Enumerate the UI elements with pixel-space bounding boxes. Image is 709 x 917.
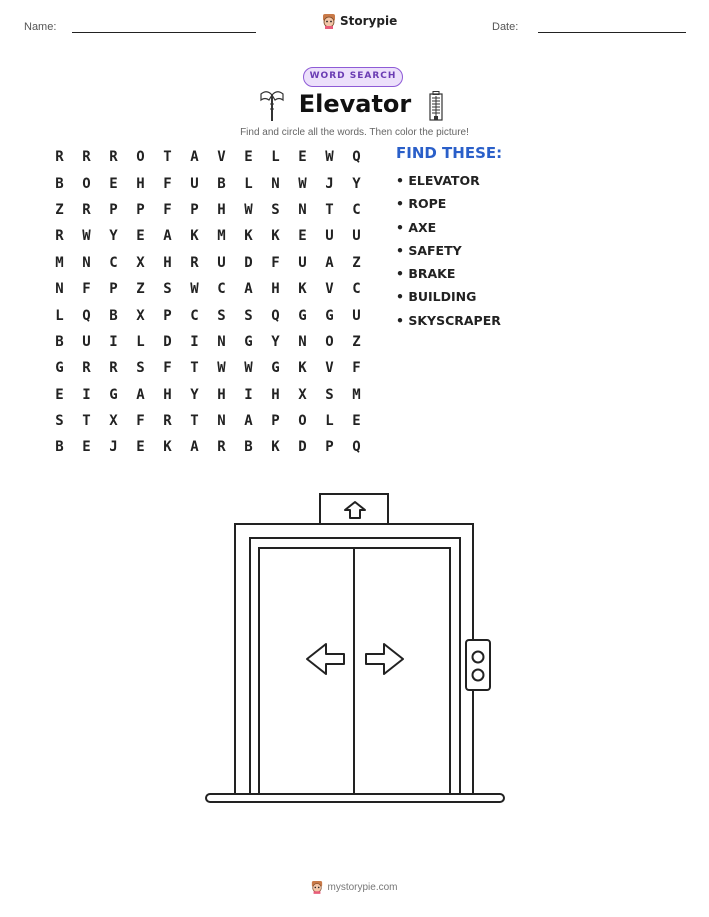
grid-letter[interactable]: X <box>109 413 118 430</box>
grid-letter[interactable]: O <box>136 149 145 166</box>
grid-letter[interactable]: R <box>55 228 64 245</box>
grid-letter[interactable]: G <box>325 307 334 324</box>
grid-letter[interactable]: P <box>136 201 145 218</box>
grid-letter[interactable]: U <box>217 254 226 271</box>
grid-letter[interactable]: E <box>244 149 253 166</box>
grid-letter[interactable]: Z <box>352 333 361 350</box>
grid-letter[interactable]: L <box>325 413 334 430</box>
grid-letter[interactable]: N <box>271 175 280 192</box>
grid-letter[interactable]: A <box>136 386 145 403</box>
grid-letter[interactable]: A <box>163 228 172 245</box>
word-list <box>396 172 501 335</box>
grid-letter[interactable]: F <box>82 281 91 298</box>
grid-letter[interactable]: R <box>82 201 91 218</box>
call-button-down <box>473 670 484 681</box>
grid-letter[interactable]: C <box>352 201 361 218</box>
grid-letter[interactable]: R <box>163 413 172 430</box>
grid-letter[interactable]: O <box>298 413 307 430</box>
grid-letter[interactable]: B <box>55 333 64 350</box>
grid-letter[interactable]: R <box>109 149 118 166</box>
grid-letter[interactable]: E <box>55 386 64 403</box>
floor-sill <box>206 794 504 802</box>
grid-letter[interactable]: N <box>217 413 226 430</box>
grid-letter[interactable]: Z <box>136 281 145 298</box>
grid-letter[interactable]: Q <box>271 307 280 324</box>
grid-letter[interactable]: H <box>217 386 226 403</box>
grid-letter[interactable]: G <box>109 386 118 403</box>
grid-letter[interactable]: B <box>109 307 118 324</box>
grid-letter[interactable]: H <box>271 386 280 403</box>
grid-letter[interactable]: Y <box>352 175 361 192</box>
grid-letter[interactable]: G <box>55 360 64 377</box>
date-line[interactable] <box>538 32 686 33</box>
storypie-mascot-icon <box>311 880 323 894</box>
grid-letter[interactable]: Y <box>190 386 199 403</box>
word-item: • BUILDING <box>396 289 477 305</box>
footer-url[interactable]: mystorypie.com <box>327 881 398 893</box>
left-door <box>259 548 354 796</box>
grid-letter[interactable]: A <box>190 149 199 166</box>
grid-letter[interactable]: R <box>82 149 91 166</box>
grid-letter[interactable]: S <box>55 413 64 430</box>
grid-letter[interactable]: U <box>298 254 307 271</box>
grid-letter[interactable]: F <box>352 360 361 377</box>
grid-letter[interactable]: C <box>190 307 199 324</box>
grid-letter[interactable]: L <box>271 149 280 166</box>
grid-letter[interactable]: F <box>163 360 172 377</box>
grid-letter[interactable]: P <box>190 201 199 218</box>
instructions: Find and circle all the words. Then color the picture! <box>240 127 469 138</box>
grid-letter[interactable]: K <box>190 228 199 245</box>
grid-letter[interactable]: R <box>217 439 226 456</box>
letter-grid <box>46 144 370 461</box>
grid-letter[interactable]: F <box>163 201 172 218</box>
grid-letter[interactable]: A <box>244 413 253 430</box>
grid-letter[interactable]: X <box>136 307 145 324</box>
grid-letter[interactable]: K <box>298 281 307 298</box>
grid-letter[interactable]: C <box>109 254 118 271</box>
grid-letter[interactable]: B <box>55 439 64 456</box>
grid-letter[interactable]: E <box>109 175 118 192</box>
grid-letter[interactable]: H <box>136 175 145 192</box>
grid-letter[interactable]: E <box>136 439 145 456</box>
word-item: • ELEVATOR <box>396 173 480 188</box>
grid-letter[interactable]: A <box>244 281 253 298</box>
grid-letter[interactable]: I <box>244 386 253 403</box>
grid-letter[interactable]: T <box>325 201 334 218</box>
grid-letter[interactable]: P <box>271 413 280 430</box>
grid-letter[interactable]: S <box>136 360 145 377</box>
grid-letter[interactable]: S <box>325 386 334 403</box>
grid-letter[interactable]: E <box>136 228 145 245</box>
date-label: Date: <box>492 21 519 33</box>
grid-letter[interactable]: H <box>163 386 172 403</box>
grid-letter[interactable]: N <box>298 201 307 218</box>
grid-letter[interactable]: P <box>109 201 118 218</box>
grid-letter[interactable]: Z <box>352 254 361 271</box>
grid-letter[interactable]: M <box>55 254 64 271</box>
grid-letter[interactable]: R <box>55 149 64 166</box>
grid-letter[interactable]: N <box>55 281 64 298</box>
grid-letter[interactable]: B <box>217 175 226 192</box>
brand-logo <box>322 13 397 29</box>
grid-letter[interactable]: W <box>190 281 199 298</box>
grid-letter[interactable]: T <box>190 413 199 430</box>
word-item: • SKYSCRAPER <box>396 312 501 328</box>
call-button-panel <box>466 640 490 690</box>
grid-letter[interactable]: U <box>190 175 199 192</box>
grid-letter[interactable]: D <box>163 333 172 350</box>
grid-letter[interactable]: E <box>82 439 91 456</box>
grid-letter[interactable]: K <box>271 228 280 245</box>
word-item: • AXE <box>396 219 437 235</box>
grid-letter[interactable]: W <box>244 201 253 218</box>
grid-letter[interactable]: W <box>82 228 91 245</box>
grid-letter[interactable]: D <box>244 254 253 271</box>
grid-letter[interactable]: X <box>136 254 145 271</box>
grid-letter[interactable]: N <box>217 333 226 350</box>
grid-letter[interactable]: B <box>55 175 64 192</box>
call-button-up <box>473 652 484 663</box>
name-label: Name: <box>24 21 57 33</box>
grid-letter[interactable]: U <box>82 333 91 350</box>
grid-letter[interactable]: W <box>325 149 334 166</box>
find-these-heading: FIND THESE: <box>396 144 503 162</box>
grid-letter[interactable]: A <box>190 439 199 456</box>
grid-letter[interactable]: T <box>82 413 91 430</box>
grid-letter[interactable]: R <box>109 360 118 377</box>
page-title: Elevator <box>298 90 412 118</box>
grid-letter[interactable]: Y <box>271 333 280 350</box>
grid-letter[interactable]: K <box>271 439 280 456</box>
grid-letter[interactable]: B <box>244 439 253 456</box>
grid-letter[interactable]: Q <box>352 439 361 456</box>
grid-letter[interactable]: I <box>82 386 91 403</box>
grid-letter[interactable]: P <box>163 307 172 324</box>
brand-name: Storypie <box>340 14 398 28</box>
grid-letter[interactable]: H <box>163 254 172 271</box>
grid-letter[interactable]: U <box>325 228 334 245</box>
name-line[interactable] <box>72 32 256 33</box>
word-item: • BRAKE <box>396 266 456 282</box>
grid-letter[interactable]: J <box>325 175 334 192</box>
grid-letter[interactable]: L <box>55 307 64 324</box>
grid-letter[interactable]: W <box>217 360 226 377</box>
grid-letter[interactable]: G <box>271 360 280 377</box>
grid-letter[interactable]: D <box>298 439 307 456</box>
grid-letter[interactable]: U <box>352 307 361 324</box>
grid-letter[interactable]: U <box>352 228 361 245</box>
word-item: • ROPE <box>396 196 447 212</box>
grid-letter[interactable]: T <box>163 149 172 166</box>
grid-letter[interactable]: S <box>163 281 172 298</box>
grid-letter[interactable]: V <box>217 149 226 166</box>
grid-letter[interactable]: W <box>298 175 307 192</box>
grid-letter[interactable]: I <box>109 333 118 350</box>
grid-letter[interactable]: O <box>325 333 334 350</box>
grid-letter[interactable]: C <box>217 281 226 298</box>
elevator-illustration <box>200 490 510 810</box>
grid-letter[interactable]: Y <box>109 228 118 245</box>
grid-letter[interactable]: W <box>244 360 253 377</box>
grid-letter[interactable]: X <box>298 386 307 403</box>
grid-letter[interactable]: K <box>298 360 307 377</box>
grid-letter[interactable]: G <box>244 333 253 350</box>
grid-letter[interactable]: E <box>298 228 307 245</box>
grid-letter[interactable]: P <box>325 439 334 456</box>
grid-letter[interactable]: V <box>325 360 334 377</box>
grid-letter[interactable]: K <box>163 439 172 456</box>
right-door <box>354 548 450 796</box>
grid-letter[interactable]: P <box>109 281 118 298</box>
grid-letter[interactable]: H <box>271 281 280 298</box>
grid-letter[interactable]: Z <box>55 201 64 218</box>
grid-letter[interactable]: E <box>352 413 361 430</box>
grid-letter[interactable]: Q <box>352 149 361 166</box>
grid-letter[interactable]: M <box>217 228 226 245</box>
grid-letter[interactable]: O <box>82 175 91 192</box>
grid-letter[interactable]: H <box>217 201 226 218</box>
grid-letter[interactable]: S <box>244 307 253 324</box>
grid-letter[interactable]: K <box>244 228 253 245</box>
grid-letter[interactable]: G <box>298 307 307 324</box>
grid-letter[interactable]: J <box>109 439 118 456</box>
grid-letter[interactable]: F <box>163 175 172 192</box>
storypie-mascot-icon <box>322 13 336 29</box>
grid-letter[interactable]: A <box>325 254 334 271</box>
footer <box>0 880 709 894</box>
grid-letter[interactable]: F <box>271 254 280 271</box>
grid-letter[interactable]: I <box>190 333 199 350</box>
grid-letter[interactable]: S <box>271 201 280 218</box>
grid-letter[interactable]: T <box>190 360 199 377</box>
grid-letter[interactable]: L <box>244 175 253 192</box>
grid-letter[interactable]: V <box>325 281 334 298</box>
grid-letter[interactable]: N <box>82 254 91 271</box>
grid-letter[interactable]: C <box>352 281 361 298</box>
word-item: • SAFETY <box>396 242 462 258</box>
skyscraper-icon <box>427 91 445 121</box>
word-search-badge: WORD SEARCH <box>303 67 403 87</box>
grid-letter[interactable]: M <box>352 386 361 403</box>
grid-letter[interactable]: Q <box>82 307 91 324</box>
grid-letter[interactable]: F <box>136 413 145 430</box>
grid-letter[interactable]: S <box>217 307 226 324</box>
grid-letter[interactable]: R <box>190 254 199 271</box>
grid-letter[interactable]: L <box>136 333 145 350</box>
grid-letter[interactable]: R <box>82 360 91 377</box>
grid-letter[interactable]: E <box>298 149 307 166</box>
grid-letter[interactable]: N <box>298 333 307 350</box>
